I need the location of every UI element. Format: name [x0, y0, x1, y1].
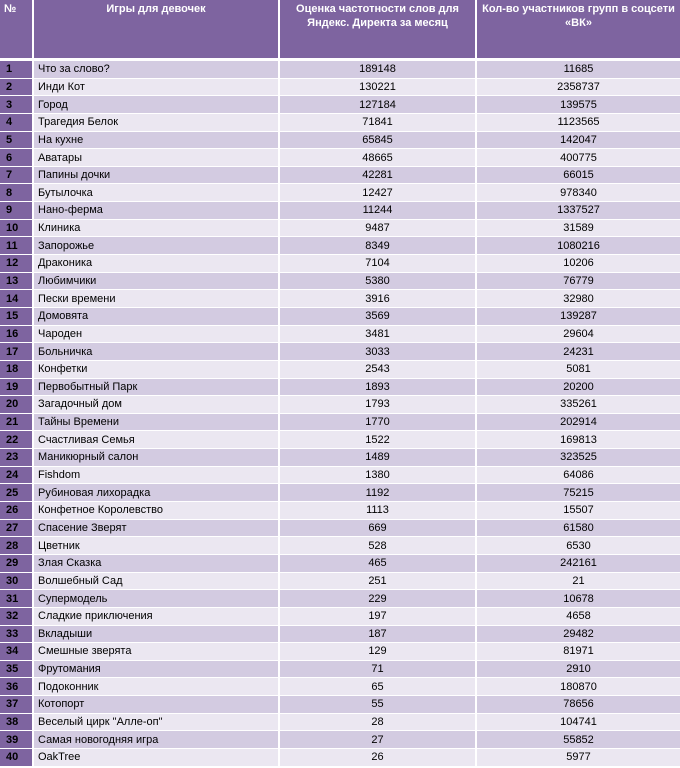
vk-members-cell: 55852	[476, 731, 680, 749]
table-row	[0, 554, 680, 572]
table-row	[0, 149, 680, 167]
row-number-cell: 16	[0, 325, 33, 343]
yandex-frequency-cell: 12427	[279, 184, 476, 202]
vk-members-cell: 5081	[476, 360, 680, 378]
table-row	[0, 343, 680, 361]
vk-members-cell: 5977	[476, 748, 680, 766]
vk-members-cell: 978340	[476, 184, 680, 202]
yandex-frequency-cell: 7104	[279, 255, 476, 273]
table-row	[0, 166, 680, 184]
table-row	[0, 678, 680, 696]
game-name-cell: Сладкие приключения	[33, 607, 279, 625]
yandex-frequency-cell: 3569	[279, 307, 476, 325]
yandex-frequency-cell: 11244	[279, 202, 476, 220]
game-name-cell: Запорожье	[33, 237, 279, 255]
vk-members-cell: 4658	[476, 607, 680, 625]
yandex-frequency-cell: 528	[279, 537, 476, 555]
vk-members-cell: 139575	[476, 96, 680, 114]
row-number-cell: 17	[0, 343, 33, 361]
game-name-cell: Первобытный Парк	[33, 378, 279, 396]
yandex-frequency-cell: 28	[279, 713, 476, 731]
table-row	[0, 731, 680, 749]
vk-members-cell: 323525	[476, 449, 680, 467]
row-number-cell: 3	[0, 96, 33, 114]
row-number-cell: 35	[0, 660, 33, 678]
header-number: №	[0, 0, 33, 60]
yandex-frequency-cell: 27	[279, 731, 476, 749]
vk-members-cell: 400775	[476, 149, 680, 167]
row-number-cell: 32	[0, 607, 33, 625]
table-row	[0, 660, 680, 678]
game-name-cell: Самая новогодняя игра	[33, 731, 279, 749]
vk-members-cell: 11685	[476, 60, 680, 79]
table-row	[0, 290, 680, 308]
game-name-cell: Пески времени	[33, 290, 279, 308]
vk-members-cell: 202914	[476, 413, 680, 431]
vk-members-cell: 61580	[476, 519, 680, 537]
vk-members-cell: 31589	[476, 219, 680, 237]
table-row	[0, 255, 680, 273]
table-row	[0, 360, 680, 378]
row-number-cell: 19	[0, 378, 33, 396]
vk-members-cell: 81971	[476, 643, 680, 661]
row-number-cell: 4	[0, 113, 33, 131]
row-number-cell: 33	[0, 625, 33, 643]
vk-members-cell: 104741	[476, 713, 680, 731]
header-yandex-frequency: Оценка частотности слов для Яндекс. Директа за месяц	[279, 0, 476, 60]
vk-members-cell: 29482	[476, 625, 680, 643]
header-game-name: Игры для девочек	[33, 0, 279, 60]
row-number-cell: 31	[0, 590, 33, 608]
game-name-cell: Веселый цирк "Алле-оп"	[33, 713, 279, 731]
yandex-frequency-cell: 1793	[279, 396, 476, 414]
row-number-cell: 25	[0, 484, 33, 502]
table-row	[0, 502, 680, 520]
vk-members-cell: 180870	[476, 678, 680, 696]
game-name-cell: Конфетки	[33, 360, 279, 378]
yandex-frequency-cell: 3481	[279, 325, 476, 343]
table-row	[0, 643, 680, 661]
row-number-cell: 5	[0, 131, 33, 149]
row-number-cell: 29	[0, 554, 33, 572]
table-row	[0, 396, 680, 414]
game-name-cell: Маникюрный салон	[33, 449, 279, 467]
row-number-cell: 8	[0, 184, 33, 202]
table-row	[0, 431, 680, 449]
game-name-cell: Злая Сказка	[33, 554, 279, 572]
game-name-cell: Нано-ферма	[33, 202, 279, 220]
row-number-cell: 37	[0, 696, 33, 714]
vk-members-cell: 29604	[476, 325, 680, 343]
game-name-cell: Домовята	[33, 307, 279, 325]
yandex-frequency-cell: 669	[279, 519, 476, 537]
row-number-cell: 1	[0, 60, 33, 79]
game-name-cell: Смешные зверята	[33, 643, 279, 661]
table-row	[0, 413, 680, 431]
row-number-cell: 36	[0, 678, 33, 696]
vk-members-cell: 32980	[476, 290, 680, 308]
vk-members-cell: 75215	[476, 484, 680, 502]
table-row	[0, 202, 680, 220]
table-row	[0, 307, 680, 325]
game-name-cell: Что за слово?	[33, 60, 279, 79]
yandex-frequency-cell: 1380	[279, 466, 476, 484]
row-number-cell: 38	[0, 713, 33, 731]
row-number-cell: 7	[0, 166, 33, 184]
yandex-frequency-cell: 130221	[279, 78, 476, 96]
yandex-frequency-cell: 187	[279, 625, 476, 643]
table-row	[0, 466, 680, 484]
game-name-cell: Спасение Зверят	[33, 519, 279, 537]
vk-members-cell: 1123565	[476, 113, 680, 131]
yandex-frequency-cell: 26	[279, 748, 476, 766]
yandex-frequency-cell: 1192	[279, 484, 476, 502]
yandex-frequency-cell: 65	[279, 678, 476, 696]
row-number-cell: 28	[0, 537, 33, 555]
yandex-frequency-cell: 127184	[279, 96, 476, 114]
row-number-cell: 20	[0, 396, 33, 414]
table-row	[0, 96, 680, 114]
table-row	[0, 325, 680, 343]
game-name-cell: Fishdom	[33, 466, 279, 484]
game-name-cell: Чароден	[33, 325, 279, 343]
game-name-cell: Бутылочка	[33, 184, 279, 202]
vk-members-cell: 66015	[476, 166, 680, 184]
row-number-cell: 15	[0, 307, 33, 325]
game-name-cell: Трагедия Белок	[33, 113, 279, 131]
vk-members-cell: 139287	[476, 307, 680, 325]
vk-members-cell: 76779	[476, 272, 680, 290]
row-number-cell: 2	[0, 78, 33, 96]
yandex-frequency-cell: 65845	[279, 131, 476, 149]
yandex-frequency-cell: 1893	[279, 378, 476, 396]
row-number-cell: 26	[0, 502, 33, 520]
row-number-cell: 9	[0, 202, 33, 220]
vk-members-cell: 242161	[476, 554, 680, 572]
game-name-cell: Рубиновая лихорадка	[33, 484, 279, 502]
vk-members-cell: 10206	[476, 255, 680, 273]
game-name-cell: Счастливая Семья	[33, 431, 279, 449]
row-number-cell: 12	[0, 255, 33, 273]
vk-members-cell: 142047	[476, 131, 680, 149]
table-row	[0, 625, 680, 643]
row-number-cell: 23	[0, 449, 33, 467]
vk-members-cell: 1080216	[476, 237, 680, 255]
yandex-frequency-cell: 71	[279, 660, 476, 678]
yandex-frequency-cell: 1113	[279, 502, 476, 520]
game-name-cell: Цветник	[33, 537, 279, 555]
game-name-cell: Волшебный Сад	[33, 572, 279, 590]
game-name-cell: Город	[33, 96, 279, 114]
game-name-cell: Подоконник	[33, 678, 279, 696]
vk-members-cell: 15507	[476, 502, 680, 520]
game-name-cell: Клиника	[33, 219, 279, 237]
row-number-cell: 34	[0, 643, 33, 661]
row-number-cell: 22	[0, 431, 33, 449]
game-name-cell: Фрутомания	[33, 660, 279, 678]
yandex-frequency-cell: 3033	[279, 343, 476, 361]
table-row	[0, 607, 680, 625]
yandex-frequency-cell: 1522	[279, 431, 476, 449]
table-row	[0, 78, 680, 96]
row-number-cell: 39	[0, 731, 33, 749]
table-row	[0, 184, 680, 202]
table-row	[0, 519, 680, 537]
yandex-frequency-cell: 9487	[279, 219, 476, 237]
yandex-frequency-cell: 1489	[279, 449, 476, 467]
yandex-frequency-cell: 71841	[279, 113, 476, 131]
game-name-cell: Вкладыши	[33, 625, 279, 643]
row-number-cell: 14	[0, 290, 33, 308]
yandex-frequency-cell: 129	[279, 643, 476, 661]
table-body	[0, 60, 680, 767]
vk-members-cell: 24231	[476, 343, 680, 361]
yandex-frequency-cell: 1770	[279, 413, 476, 431]
game-name-cell: OakTree	[33, 748, 279, 766]
game-name-cell: Больничка	[33, 343, 279, 361]
game-name-cell: Тайны Времени	[33, 413, 279, 431]
table-row	[0, 713, 680, 731]
row-number-cell: 10	[0, 219, 33, 237]
row-number-cell: 30	[0, 572, 33, 590]
table-row	[0, 60, 680, 79]
vk-members-cell: 1337527	[476, 202, 680, 220]
row-number-cell: 24	[0, 466, 33, 484]
table-row	[0, 449, 680, 467]
table-row	[0, 696, 680, 714]
row-number-cell: 40	[0, 748, 33, 766]
vk-members-cell: 2910	[476, 660, 680, 678]
yandex-frequency-cell: 2543	[279, 360, 476, 378]
yandex-frequency-cell: 251	[279, 572, 476, 590]
game-name-cell: Супермодель	[33, 590, 279, 608]
game-name-cell: Конфетное Королевство	[33, 502, 279, 520]
yandex-frequency-cell: 229	[279, 590, 476, 608]
yandex-frequency-cell: 8349	[279, 237, 476, 255]
vk-members-cell: 10678	[476, 590, 680, 608]
table-row	[0, 572, 680, 590]
yandex-frequency-cell: 42281	[279, 166, 476, 184]
vk-members-cell: 20200	[476, 378, 680, 396]
yandex-frequency-cell: 3916	[279, 290, 476, 308]
game-name-cell: Папины дочки	[33, 166, 279, 184]
table-header-row	[0, 0, 680, 60]
row-number-cell: 11	[0, 237, 33, 255]
game-name-cell: Аватары	[33, 149, 279, 167]
game-name-cell: Котопорт	[33, 696, 279, 714]
yandex-frequency-cell: 197	[279, 607, 476, 625]
row-number-cell: 27	[0, 519, 33, 537]
yandex-frequency-cell: 48665	[279, 149, 476, 167]
row-number-cell: 6	[0, 149, 33, 167]
vk-members-cell: 2358737	[476, 78, 680, 96]
yandex-frequency-cell: 189148	[279, 60, 476, 79]
game-name-cell: Драконика	[33, 255, 279, 273]
table-row	[0, 272, 680, 290]
row-number-cell: 18	[0, 360, 33, 378]
yandex-frequency-cell: 465	[279, 554, 476, 572]
vk-members-cell: 335261	[476, 396, 680, 414]
yandex-frequency-cell: 55	[279, 696, 476, 714]
table-row	[0, 537, 680, 555]
table-row	[0, 237, 680, 255]
table-row	[0, 748, 680, 766]
vk-members-cell: 64086	[476, 466, 680, 484]
row-number-cell: 21	[0, 413, 33, 431]
game-name-cell: На кухне	[33, 131, 279, 149]
vk-members-cell: 6530	[476, 537, 680, 555]
game-name-cell: Любимчики	[33, 272, 279, 290]
row-number-cell: 13	[0, 272, 33, 290]
vk-members-cell: 21	[476, 572, 680, 590]
game-name-cell: Инди Кот	[33, 78, 279, 96]
table-row	[0, 378, 680, 396]
table-row	[0, 113, 680, 131]
game-name-cell: Загадочный дом	[33, 396, 279, 414]
vk-members-cell: 169813	[476, 431, 680, 449]
table-row	[0, 484, 680, 502]
table-row	[0, 131, 680, 149]
table-row	[0, 219, 680, 237]
table-row	[0, 590, 680, 608]
yandex-frequency-cell: 5380	[279, 272, 476, 290]
header-vk-members: Кол-во участников групп в соцсети «ВК»	[476, 0, 680, 60]
vk-members-cell: 78656	[476, 696, 680, 714]
